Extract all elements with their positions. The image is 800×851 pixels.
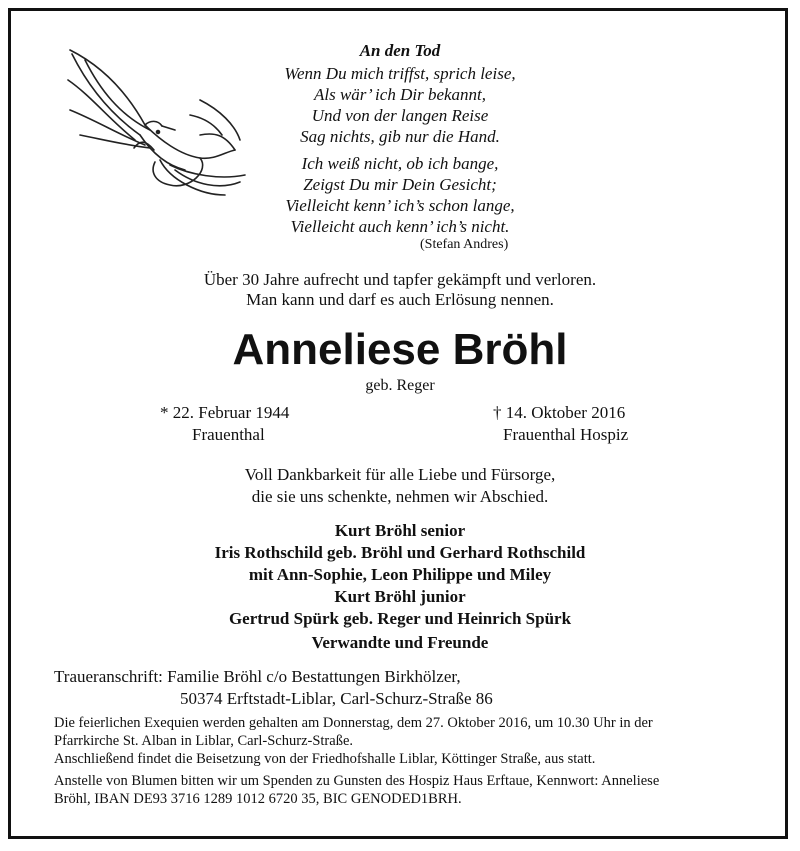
intro-line: Über 30 Jahre aufrecht und tapfer gekämpft und verloren. — [203, 270, 597, 289]
intro-text — [0, 270, 800, 310]
mourner-line: mit Ann-Sophie, Leon Philippe und Miley — [248, 565, 552, 584]
maiden-name: geb. Reger — [365, 377, 435, 394]
poem-line: Vielleicht kenn’ ich’s schon lange, — [285, 196, 515, 215]
death-info — [493, 402, 713, 446]
address-line-1: Traueranschrift: Familie Bröhl c/o Bestattungen Birkhölzer, — [54, 667, 461, 686]
details-line: Anschließend findet die Beisetzung von der Friedhofshalle Liblar, Köttinger Straße, aus statt. — [54, 751, 596, 767]
funeral-details — [54, 714, 774, 808]
thanks-line: die sie uns schenkte, nehmen wir Abschied. — [251, 487, 549, 506]
details-line: Die feierlichen Exequien werden gehalten am Donnerstag, dem 27. Oktober 2016, um 10.30 Uhr in der — [54, 715, 653, 731]
mourners-list — [0, 520, 800, 630]
poem-line: Sag nichts, gib nur die Hand. — [300, 127, 500, 146]
poem-line: Als wär’ ich Dir bekannt, — [313, 85, 487, 104]
poem-line: Vielleicht auch kenn’ ich’s nicht. — [290, 217, 510, 236]
details-line: Anstelle von Blumen bitten wir um Spenden zu Gunsten des Hospiz Haus Erftaue, Kennwort: Anneliese — [54, 773, 660, 789]
intro-line: Man kann und darf es auch Erlösung nennen. — [246, 290, 554, 309]
poem — [250, 40, 550, 243]
birth-info — [160, 402, 340, 446]
poem-title: An den Tod — [359, 41, 441, 60]
poem-author: (Stefan Andres) — [420, 237, 509, 252]
mourner-line: Gertrud Spürk geb. Reger und Heinrich Spürk — [228, 609, 572, 628]
poem-line: Zeigst Du mir Dein Gesicht; — [303, 175, 497, 194]
poem-line: Und von der langen Reise — [311, 106, 489, 125]
birth-place: Frauenthal — [192, 425, 265, 444]
poem-stanza-1 — [250, 63, 550, 147]
mourner-line: Iris Rothschild geb. Bröhl und Gerhard Rothschild — [214, 543, 586, 562]
details-line: Bröhl, IBAN DE93 3716 1289 1012 6720 35, BIC GENODED1BRH. — [54, 791, 462, 807]
relatives-friends: Verwandte und Freunde — [311, 633, 489, 652]
mourner-line: Kurt Bröhl senior — [334, 521, 466, 540]
mourning-address — [54, 666, 493, 710]
thanks-line: Voll Dankbarkeit für alle Liebe und Fürsorge, — [244, 465, 556, 484]
poem-stanza-2 — [250, 153, 550, 237]
death-date: † 14. Oktober 2016 — [493, 403, 626, 422]
dove-icon — [50, 40, 250, 200]
poem-line: Wenn Du mich triffst, sprich leise, — [284, 64, 516, 83]
death-place: Frauenthal Hospiz — [503, 425, 629, 444]
birth-date: * 22. Februar 1944 — [160, 403, 290, 422]
address-line-2: 50374 Erftstadt-Liblar, Carl-Schurz-Straße 86 — [180, 689, 493, 708]
thanks-text — [0, 464, 800, 508]
deceased-name: Anneliese Bröhl — [232, 325, 568, 374]
details-line: Pfarrkirche St. Alban in Liblar, Carl-Schurz-Straße. — [54, 733, 353, 749]
poem-line: Ich weiß nicht, ob ich bange, — [301, 154, 499, 173]
mourner-line: Kurt Bröhl junior — [334, 587, 466, 606]
